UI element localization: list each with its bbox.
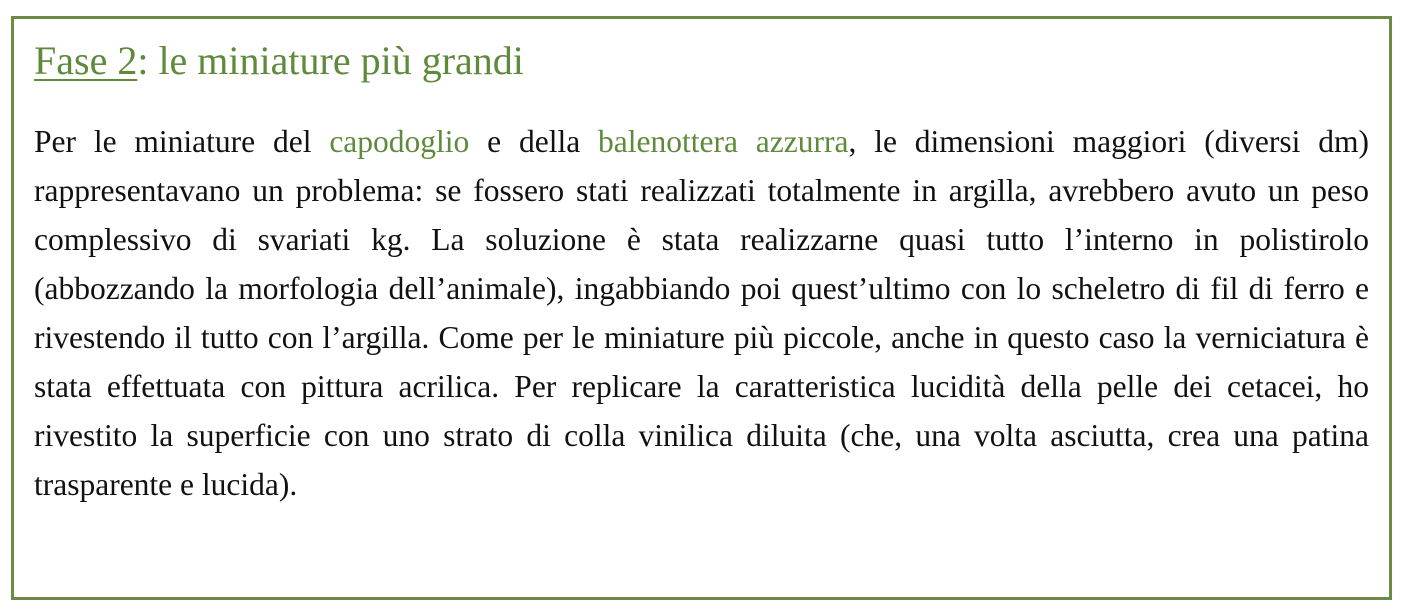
heading-title: : le miniature più grandi xyxy=(137,38,524,83)
paragraph-text-3: , le dimensioni maggiori (diversi dm) rappresentavano un problema: se fossero stati realizzati totalmente in argilla, avrebbero avuto un peso complessivo di svariati kg. La soluzione è stata realizzarne quasi tutto l’interno in polistirolo (abbozzando la morfologia dell’animale), ingabbiando poi quest’ultimo con lo scheletro di fil di ferro e rivestendo il tutto con l’argilla. Come per le miniature più piccole, anche in questo caso la verniciatura è stata effettuata con pittura acrilica. Per replicare la caratteristica lucidità della pelle dei cetacei, ho rivestito la superficie con uno strato di colla vinilica diluita (che, una volta asciutta, crea una patina trasparente e lucida). xyxy=(34,124,1370,502)
section-heading xyxy=(34,37,524,85)
paragraph-text-1: Per le miniature del xyxy=(34,124,330,159)
body-paragraph xyxy=(34,117,1369,509)
content-box xyxy=(11,16,1392,600)
sperm-whale-link[interactable]: capodoglio xyxy=(329,124,470,159)
paragraph-text-2: e della xyxy=(469,124,599,159)
phase-label: Fase 2 xyxy=(34,38,138,83)
blue-whale-link[interactable]: balenottera azzurra xyxy=(598,124,849,159)
